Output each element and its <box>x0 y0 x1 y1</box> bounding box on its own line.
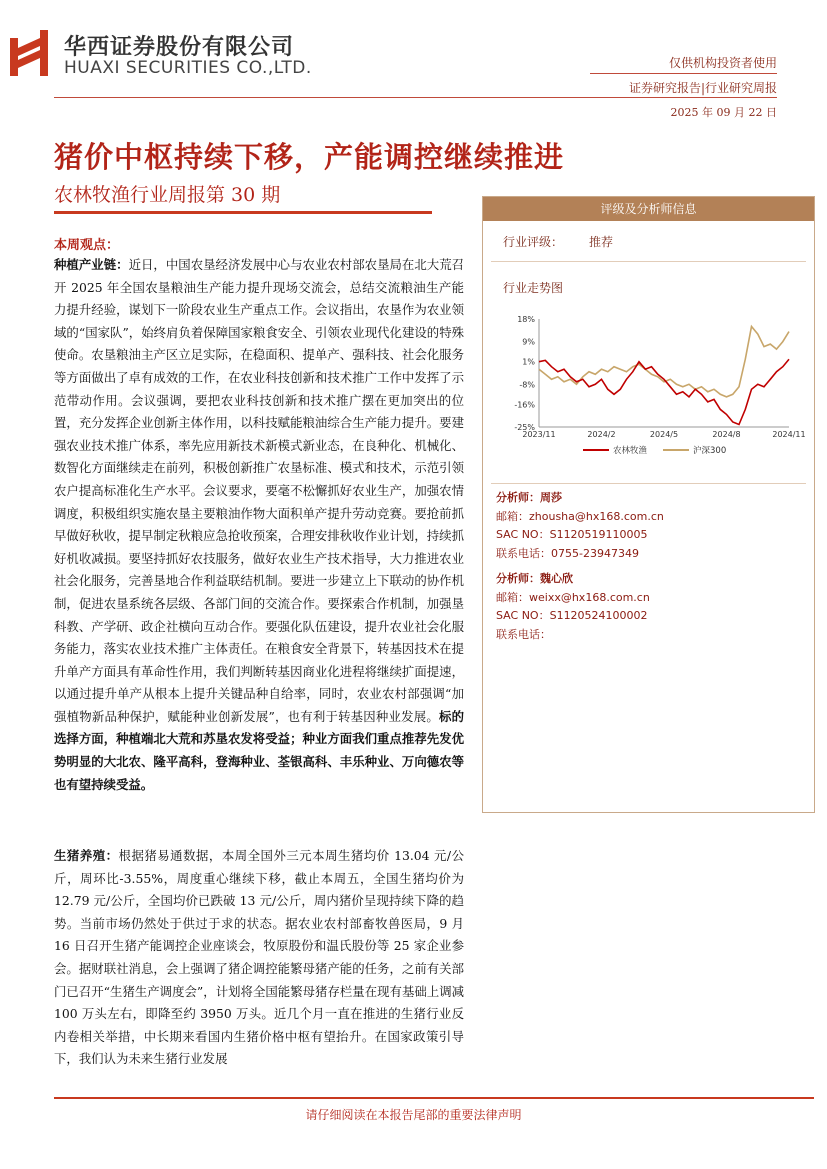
series-line-1 <box>539 359 789 424</box>
analyst-2-phone: 联系电话： <box>496 627 551 641</box>
analyst-1-email: 邮箱：zhousha@hx168.com.cn <box>496 509 664 523</box>
analyst-1-sac: SAC NO：S1120519110005 <box>496 528 648 541</box>
huaxi-logo <box>10 30 54 78</box>
panel-title: 评级及分析师信息 <box>483 197 814 221</box>
footer-rule <box>54 1097 814 1099</box>
y-tick-label: 18% <box>517 315 535 324</box>
x-tick-label: 2023/11 <box>522 430 556 439</box>
analyst-2-sac: SAC NO：S1120524100002 <box>496 609 648 622</box>
header-rule-1 <box>590 73 777 74</box>
analyst-2-email: 邮箱：weixx@hx168.com.cn <box>496 590 650 604</box>
legal-notice: 请仔细阅读在本报告尾部的重要法律声明 <box>305 1108 522 1122</box>
paragraph-planting <box>54 254 464 796</box>
legend-label-1: 农林牧渔 <box>613 446 648 456</box>
x-tick-label: 2024/11 <box>772 430 806 439</box>
analyst-1-name: 分析师：周莎 <box>496 491 562 504</box>
trend-label: 行业走势图 <box>503 281 564 295</box>
y-tick-label: -16% <box>514 400 535 410</box>
panel-divider-2 <box>491 483 806 484</box>
header-rule-2 <box>54 97 777 98</box>
company-name-en: HUAXI SECURITIES CO.,LTD. <box>64 58 312 78</box>
y-tick-label: -8% <box>519 380 535 390</box>
y-tick-label: -25% <box>514 423 535 432</box>
analyst-2-name: 分析师：魏心欣 <box>496 572 573 585</box>
company-name-cn: 华西证券股份有限公司 <box>64 35 295 60</box>
hog-text: 根据猪易通数据，本周全国外三元本周生猪均价 13.04 元/公斤，周环比-3.55%，周度重心继续下移，截止本周五，全国生猪均价为 12.79 元/公斤，全国均价已跌破 13 元/公斤，周内猪价呈现持续下降的趋势。当前市场仍然处于供过于求的状态。据农业农村部畜牧兽医局，9 月 16 日召开生猪产能调控企业座谈会，牧原股份和温氏股份等 25 家企业参会。据财联社消息，会上强调了猪企调控能繁母猪产能的任务，之前有关部门已召开“生猪生产调度会”，计划将全国能繁母猪存栏量在现有基础上调减 100 万头左右，即降至约 3950 万头。近几个月一直在推进的生猪行业反内卷相关举措，中长期来看国内生猪价格中枢有望抬升。在国家政策引导下，我们认为未来生猪行业发展 <box>54 848 464 1067</box>
section-heading: 本周观点： <box>54 238 120 253</box>
x-tick-label: 2024/2 <box>587 430 616 439</box>
y-tick-label: 9% <box>522 337 535 347</box>
analyst-1-phone: 联系电话：0755-23947349 <box>496 546 639 560</box>
x-tick-label: 2024/8 <box>712 430 741 439</box>
title-underline <box>54 211 432 214</box>
audience-notice: 仅供机构投资者使用 <box>668 56 777 70</box>
y-tick-label: 1% <box>522 357 535 367</box>
planting-keyword: 种植产业链： <box>54 257 129 272</box>
legend-label-2: 沪深300 <box>693 446 727 456</box>
series-line-2 <box>539 327 789 397</box>
report-date: 2025 年 09 月 22 日 <box>670 106 777 119</box>
rating-label: 行业评级： <box>503 235 564 249</box>
x-tick-label: 2024/5 <box>649 430 679 439</box>
analyst-1 <box>496 489 664 563</box>
planting-conclusion: 标的选择方面，种植端北大荒和苏垦农发将受益；种业方面我们重点推荐先发优势明显的大北农、隆平高科，登海种业、荃银高科、丰乐种业、万向德农等也有望持续受益。 <box>54 708 465 792</box>
rating-value: 推荐 <box>589 235 614 249</box>
paragraph-hog <box>54 845 464 1071</box>
report-subtitle: 农林牧渔行业周报第 30 期 <box>54 184 281 206</box>
rating-analyst-panel <box>482 196 815 813</box>
hog-keyword: 生猪养殖： <box>54 848 119 863</box>
industry-trend-chart <box>497 313 806 463</box>
report-type: 证券研究报告|行业研究周报 <box>628 81 777 95</box>
planting-text: 近日，中国农垦经济发展中心与农业农村部农垦局在北大荒召开 2025 年全国农垦粮油生产能力提升现场交流会，总结交流粮油生产能力提升经验，谋划下一阶段农业生产重点工作。会议指出，农垦作为农业领域的“国家队”，始终肩负着保障国家粮食安全、引领农业现代化建设的特殊使命。农垦粮油主产区立足实际，在稳面积、提单产、强科技、社会化服务等方面做出了卓有成效的工作，在农业科技创新和技术推广工作中发挥了示范带动作用。会议强调，要把农业科技创新和技术推广摆在更加突出的位置，充分发挥企业创新主体作用，以科技赋能粮油综合生产能力提升。要建强农业技术推广体系，率先应用新技术新模式新业态，在良种化、机械化、数智化方面继续走在前列，积极创新推广农垦标准、模式和技术，示范引领农户提高标准化生产水平。会议要求，要毫不松懈抓好农业生产，加强农情调度，积极组织实施农垦主要粮油作物大面积单产提升劳动竞赛。要抢前抓早做好秋收，提早制定秋粮应急抢收预案，合理安排秋收作业计划，持续抓好机收减损。要坚持抓好农技服务，做好农业生产技术指导，大力推进农业社会化服务，完善垦地合作利益联结机制。要进一步建立上下联动的协作机制，促进农垦系统各层级、各部门间的交流合作。要探索合作机制，加强垦科教、产学研、政企社横向互动合作。要强化队伍建设，提升农业社会化服务能力，落实农业技术推广主体责任。在粮食安全背景下，转基因技术在提升单产方面具有革命性作用，我们判断转基因商业化进程将继续扩面提速，以通过提升单产从根本上提升关键品种自给率，同时，农业农村部强调“加强植物新品种保护，赋能种业创新发展”，也有利于转基因种业发展。 <box>54 257 465 724</box>
panel-divider <box>491 261 806 262</box>
analyst-2 <box>496 570 650 644</box>
report-title: 猪价中枢持续下移，产能调控继续推进 <box>54 140 565 174</box>
